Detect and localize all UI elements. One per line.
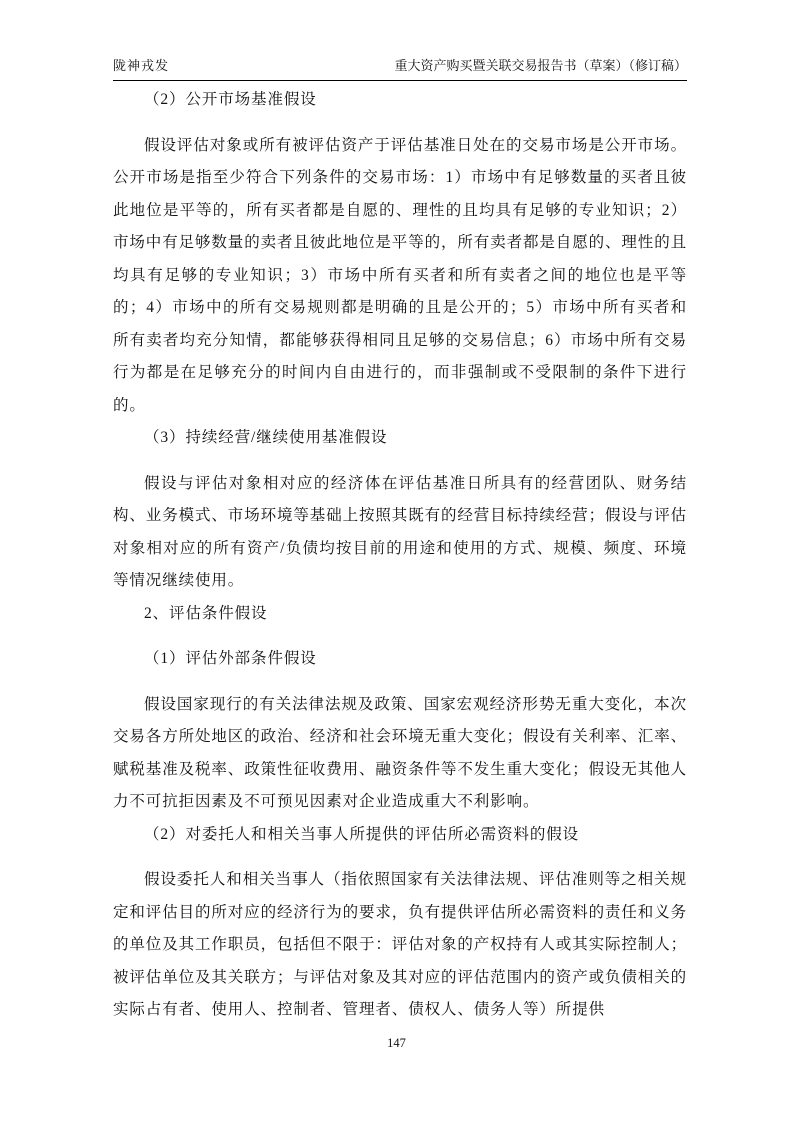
header-report-title: 重大资产购买暨关联交易报告书（草案）（修订稿）: [394, 58, 687, 73]
page-header: [113, 55, 687, 81]
section-heading: （1）评估外部条件假设: [144, 650, 317, 667]
body-paragraph: 假设国家现行的有关法律法规及政策、国家宏观经济形势无重大变化，本次交易各方所处地区的政治、经济和社会环境无重大变化；假设有关利率、汇率、赋税基准及税率、政策性征收费用、融资条件等不发生重大变化；假设无其他人力不可抗拒因素及不可预见因素对企业造成重大不利影响。: [113, 695, 688, 810]
section-heading: 2、评估条件假设: [144, 604, 268, 622]
body-paragraph: 假设委托人和相关当事人（指依照国家有关法律法规、评估准则等之相关规定和评估目的所对应的经济行为的要求，负有提供评估所必需资料的责任和义务的单位及其工作职员，包括但不限于：评估对象的产权持有人或其实际控制人；被评估单位及其关联方；与评估对象及其对应的评估范围内的资产或负债相关的实际占有者、使用人、控制者、管理者、债权人、债务人等）所提供: [113, 871, 688, 1018]
header-company-name: 陇神戎发: [113, 58, 170, 73]
body-paragraph: 假设评估对象或所有被评估资产于评估基准日处在的交易市场是公开市场。公开市场是指至少符合下列条件的交易市场：1）市场中有足够数量的买者且彼此地位是平等的，所有买者都是自愿的、理性的且均具有足够的专业知识；2）市场中有足够数量的卖者且彼此地位是平等的，所有卖者都是自愿的、理性的且均具有足够的专业知识；3）市场中所有买者和所有卖者之间的地位也是平等的；4）市场中的所有交易规则都是明确的且是公开的；5）市场中所有买者和所有卖者均充分知情，都能够获得相同且足够的交易信息；6）市场中所有交易行为都是在足够充分的时间内自由进行的，而非强制或不受限制的条件下进行的。: [113, 136, 688, 414]
document-body: [113, 84, 687, 1027]
page-footer: [0, 1036, 793, 1051]
body-paragraph: 假设与评估对象相对应的经济体在评估基准日所具有的经营团队、财务结构、业务模式、市场环境等基础上按照其既有的经营目标持续经营；假设与评估对象相对应的所有资产/负债均按目前的用途和使用的方式、规模、频度、环境等情况继续使用。: [113, 474, 688, 589]
section-heading: （3）持续经营/继续使用基准假设: [144, 429, 388, 446]
section-heading: （2）对委托人和相关当事人所提供的评估所必需资料的假设: [144, 825, 580, 843]
section-heading: （2）公开市场基准假设: [144, 91, 317, 108]
page-number: 147: [387, 1036, 406, 1050]
